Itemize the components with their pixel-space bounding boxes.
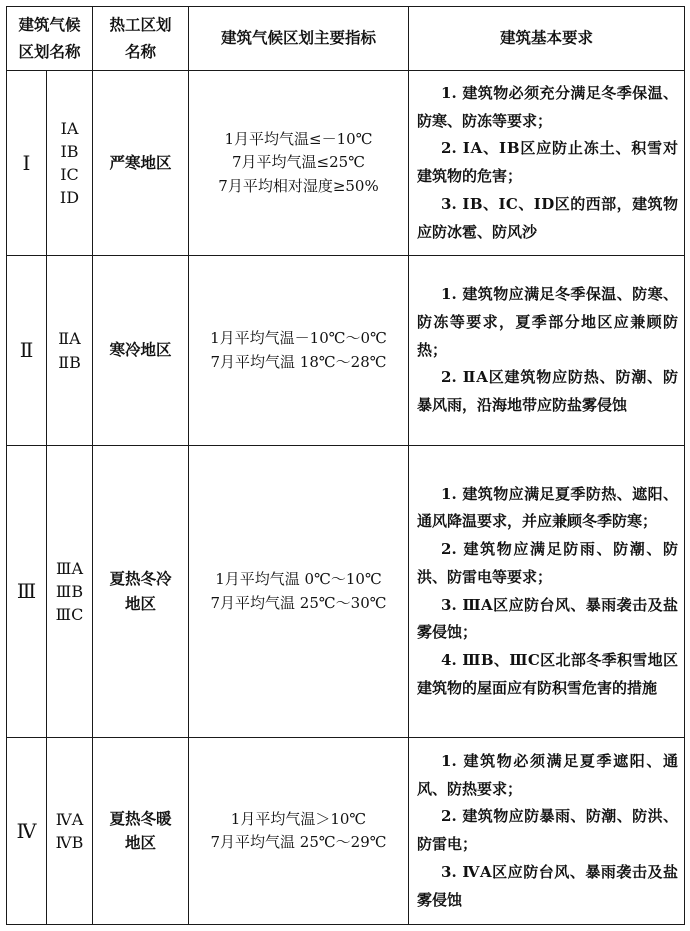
subzone-label: ⅠB — [60, 141, 79, 161]
requirement-list — [409, 446, 685, 738]
indicator-line: 7月平均气温 25℃～29℃ — [210, 833, 387, 851]
requirement-item: 1. 建筑物应满足冬季保温、防寒、防冻等要求，夏季部分地区应兼顾防热； — [417, 285, 679, 359]
subzone-list — [47, 71, 93, 256]
subzone-list — [47, 256, 93, 446]
subzone-label: ⅢC — [55, 605, 84, 625]
table-row — [7, 256, 685, 446]
indicator-line: 7月平均气温 25℃～30℃ — [210, 593, 387, 612]
requirement-item: 2. ⅠA、ⅠB区应防止冻土、积雪对建筑物的危害； — [417, 139, 679, 185]
zone-label: Ⅳ — [7, 738, 47, 925]
table-row — [7, 738, 685, 925]
requirement-list — [409, 256, 685, 446]
header-basic-requirements: 建筑基本要求 — [409, 7, 685, 71]
zone-label: Ⅱ — [7, 256, 47, 446]
subzone-label: ⅣA — [55, 809, 84, 829]
indicator-line: 7月平均气温 18℃～28℃ — [210, 352, 387, 371]
requirement-list — [409, 71, 685, 256]
subzone-label: ⅢB — [55, 581, 84, 601]
thermal-zone-name: 寒冷地区 — [93, 256, 189, 446]
indicator-list — [189, 256, 409, 446]
requirement-item: 1. 建筑物必须充分满足冬季保温、防寒、防冻等要求； — [417, 83, 679, 130]
thermal-zone-name: 夏热冬冷地区 — [93, 446, 189, 738]
header-thermal-zone-name: 热工区划名称 — [93, 7, 189, 71]
indicator-line: 1月平均气温－10℃～0℃ — [210, 329, 387, 348]
header-main-indicators: 建筑气候区划主要指标 — [189, 7, 409, 71]
indicator-line: 1月平均气温＞10℃ — [230, 809, 367, 828]
requirement-item: 1. 建筑物必须满足夏季遮阳、通风、防热要求； — [417, 751, 679, 798]
thermal-zone-name: 夏热冬暖地区 — [93, 738, 189, 925]
indicator-list — [189, 71, 409, 256]
subzone-label: ⅠC — [60, 165, 79, 184]
indicator-list — [189, 738, 409, 925]
subzone-label: ⅠA — [60, 118, 79, 138]
table-row — [7, 446, 685, 738]
thermal-zone-name: 严寒地区 — [93, 71, 189, 256]
requirement-item: 2. 建筑物应防暴雨、防潮、防洪、防雷电； — [417, 807, 679, 853]
subzone-list — [47, 738, 93, 925]
requirement-item: 3. ⅢA区应防台风、暴雨袭击及盐雾侵蚀； — [417, 595, 679, 642]
table-header-row — [7, 7, 685, 71]
requirement-item: 2. ⅡA区建筑物应防热、防潮、防暴风雨，沿海地带应防盐雾侵蚀 — [417, 368, 679, 415]
subzone-label: ⅣB — [55, 833, 84, 852]
requirement-item: 4. ⅢB、ⅢC区北部冬季积雪地区建筑物的屋面应有防积雪危害的措施 — [417, 651, 679, 697]
table-row — [7, 71, 685, 256]
requirement-item: 2. 建筑物应满足防雨、防潮、防洪、防雷电等要求； — [417, 540, 679, 586]
header-climate-zone-name: 建筑气候区划名称 — [7, 7, 93, 71]
indicator-line: 7月平均气温≤25℃ — [232, 153, 365, 172]
subzone-label: ⅡA — [58, 329, 81, 349]
zone-label: Ⅲ — [7, 446, 47, 738]
climate-zoning-table — [6, 6, 685, 925]
requirement-item: 3. ⅠB、ⅠC、ⅠD区的西部，建筑物应防冰雹、防风沙 — [417, 194, 679, 241]
subzone-label: ⅠD — [59, 188, 80, 208]
indicator-line: 7月平均相对湿度≥50% — [218, 176, 379, 195]
indicator-line: 1月平均气温 0℃～10℃ — [215, 570, 382, 589]
subzone-list — [47, 446, 93, 738]
requirement-item: 3. ⅣA区应防台风、暴雨袭击及盐雾侵蚀 — [417, 862, 679, 909]
indicator-line: 1月平均气温≤－10℃ — [224, 130, 373, 149]
requirement-item: 1. 建筑物应满足夏季防热、遮阳、通风降温要求，并应兼顾冬季防寒； — [417, 484, 679, 531]
requirement-list — [409, 738, 685, 925]
zone-label: Ⅰ — [7, 71, 47, 256]
indicator-list — [189, 446, 409, 738]
subzone-label: ⅢA — [56, 558, 83, 578]
subzone-label: ⅡB — [58, 352, 81, 372]
